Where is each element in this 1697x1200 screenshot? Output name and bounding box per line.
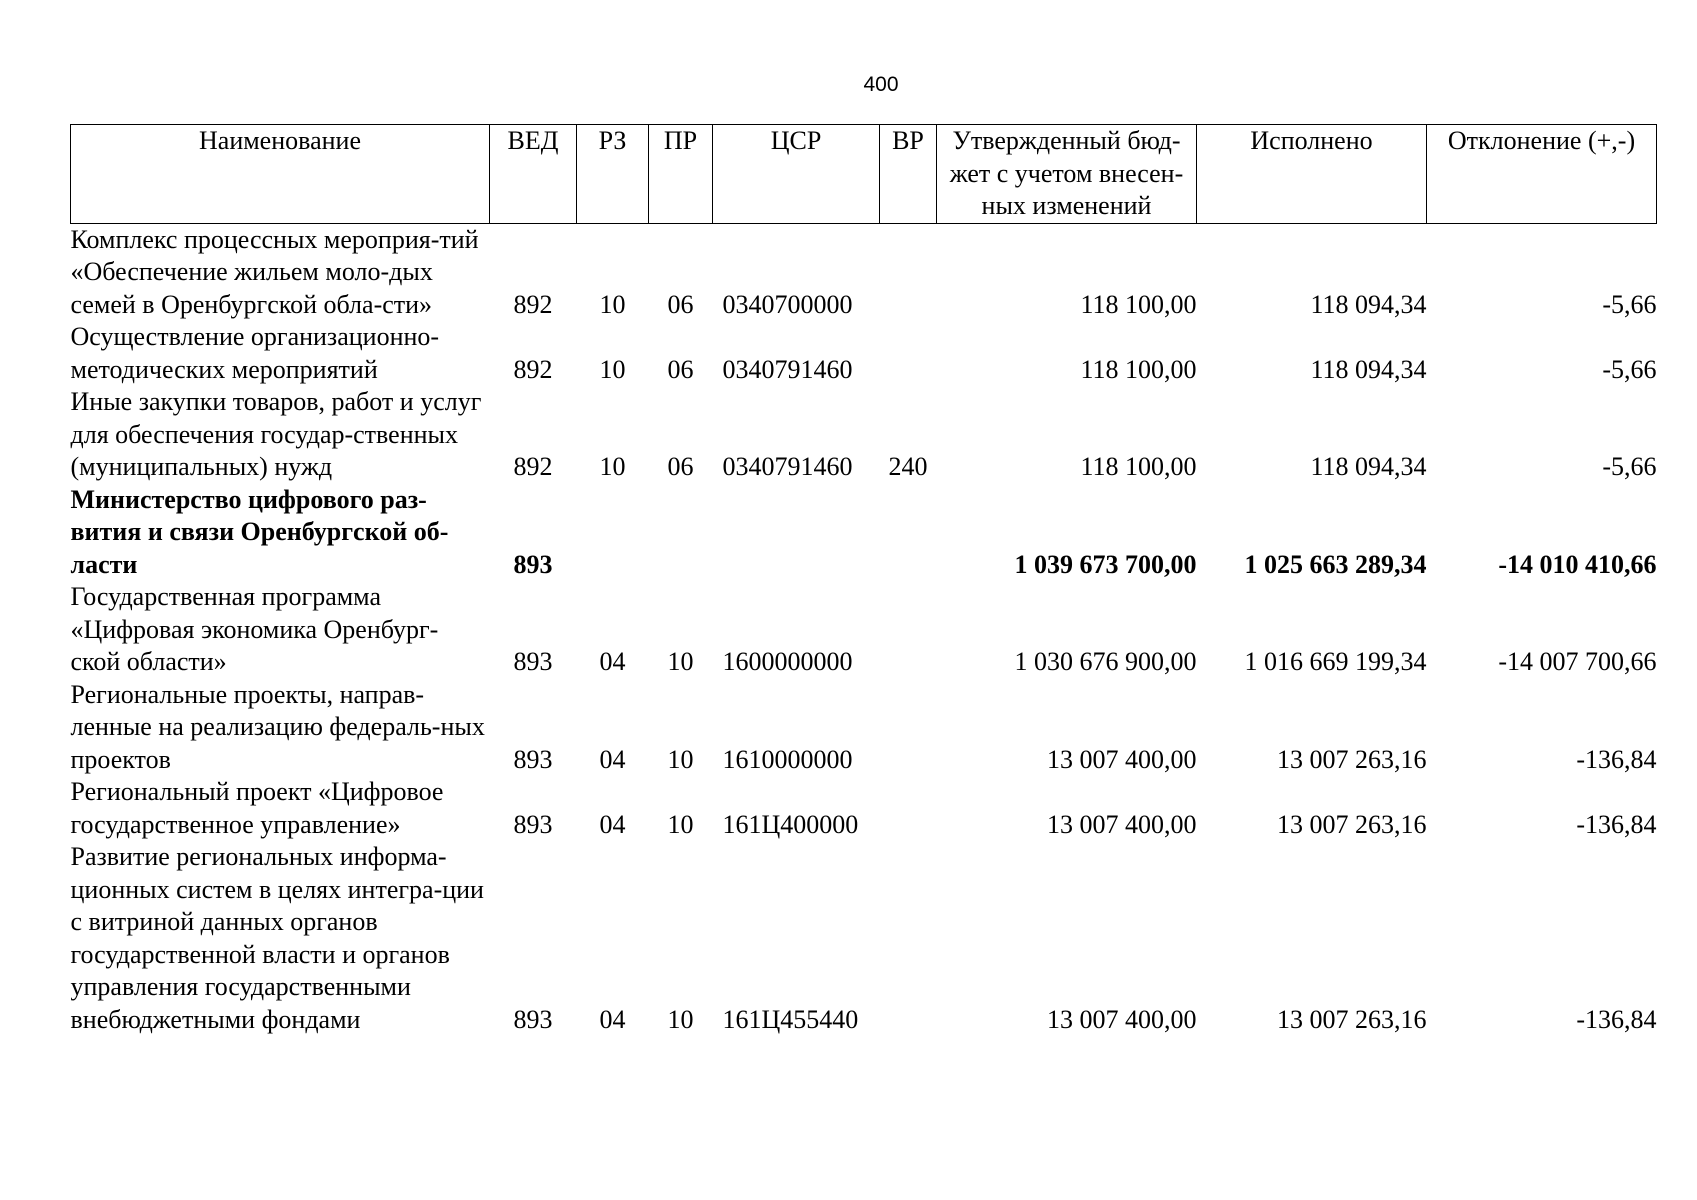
row-vr — [880, 679, 937, 777]
row-approved: 1 030 676 900,00 — [1014, 647, 1197, 676]
row-csr: 1610000000 — [722, 744, 853, 774]
row-pr: 06 — [667, 289, 694, 319]
row-deviation: -136,84 — [1576, 809, 1657, 839]
row-ved: 892 — [513, 452, 553, 481]
table-body — [71, 223, 1657, 1036]
table-row — [71, 321, 1657, 386]
row-name: Государственная программа «Цифровая экономика Оренбург-ской области» — [70, 582, 439, 676]
row-pr: 10 — [667, 744, 694, 774]
table-row — [71, 776, 1657, 841]
row-rz: 10 — [599, 354, 626, 384]
row-ved: 893 — [513, 809, 553, 839]
row-pr: 10 — [667, 1004, 694, 1034]
row-name: Региональный проект «Цифровое государственное управление» — [70, 777, 444, 839]
row-executed: 13 007 263,16 — [1277, 744, 1427, 774]
row-deviation: -136,84 — [1576, 744, 1657, 774]
row-approved: 1 039 673 700,00 — [1014, 549, 1197, 579]
row-deviation: -5,66 — [1602, 452, 1657, 481]
row-approved: 13 007 400,00 — [1047, 744, 1197, 774]
row-csr: 161Ц400000 — [722, 809, 859, 839]
row-vr — [880, 321, 937, 386]
row-deviation: -136,84 — [1576, 1004, 1657, 1034]
row-csr: 0340791460 — [722, 354, 853, 384]
row-vr — [880, 841, 937, 1036]
row-vr: 240 — [888, 452, 928, 481]
table-row — [71, 581, 1657, 679]
header-rz: РЗ — [577, 125, 649, 224]
table-row — [71, 484, 1657, 582]
row-deviation: -5,66 — [1602, 354, 1657, 384]
row-rz — [577, 484, 649, 582]
row-vr — [880, 223, 937, 321]
table-row — [71, 679, 1657, 777]
row-rz: 04 — [599, 744, 626, 774]
row-pr: 06 — [667, 452, 694, 481]
row-csr: 0340700000 — [722, 289, 853, 319]
table-row — [71, 223, 1657, 321]
row-approved: 118 100,00 — [1080, 289, 1197, 319]
row-executed: 13 007 263,16 — [1277, 809, 1427, 839]
header-vr: ВР — [880, 125, 937, 224]
row-deviation: -14 007 700,66 — [1498, 647, 1657, 676]
budget-table — [70, 124, 1657, 1036]
row-vr — [880, 581, 937, 679]
row-name: Осуществление организационно-методических мероприятий — [70, 322, 440, 384]
row-rz: 04 — [599, 647, 626, 676]
row-rz: 10 — [599, 289, 626, 319]
row-executed: 13 007 263,16 — [1277, 1004, 1427, 1034]
table-header — [71, 125, 1657, 224]
row-vr — [880, 484, 937, 582]
row-name: Комплекс процессных мероприя-тий «Обеспечение жильем моло-дых семей в Оренбургской обла-сти» — [70, 224, 479, 319]
header-name: Наименование — [71, 125, 490, 224]
row-approved: 118 100,00 — [1080, 452, 1197, 481]
row-pr: 10 — [667, 647, 694, 676]
row-ved: 893 — [513, 549, 553, 579]
header-pr: ПР — [649, 125, 713, 224]
row-executed: 1 025 663 289,34 — [1244, 549, 1427, 579]
row-approved: 13 007 400,00 — [1047, 809, 1197, 839]
row-executed: 118 094,34 — [1310, 289, 1427, 319]
row-executed: 1 016 669 199,34 — [1244, 647, 1427, 676]
table-row — [71, 841, 1657, 1036]
row-name: Региональные проекты, направ-ленные на реализацию федераль-ных проектов — [70, 679, 485, 774]
row-ved: 893 — [513, 1004, 553, 1034]
row-pr — [649, 484, 713, 582]
row-ved: 892 — [513, 289, 553, 319]
row-vr — [880, 776, 937, 841]
row-csr: 1600000000 — [722, 647, 853, 676]
row-deviation: -5,66 — [1602, 289, 1657, 319]
row-ved: 893 — [513, 647, 553, 676]
row-rz: 04 — [599, 809, 626, 839]
row-name: Министерство цифрового раз-вития и связи Оренбургской об-ласти — [70, 484, 449, 579]
row-pr: 06 — [667, 354, 694, 384]
row-csr — [713, 484, 880, 582]
header-approved: Утвержденный бюд-жет с учетом внесен-ных изменений — [937, 125, 1197, 224]
row-name: Развитие региональных информа-ционных систем в целях интегра-ции с витриной данных органов государственной власти и органов управления государственными внебюджетными фондами — [70, 842, 484, 1034]
row-approved: 13 007 400,00 — [1047, 1004, 1197, 1034]
row-rz: 04 — [599, 1004, 626, 1034]
row-name: Иные закупки товаров, работ и услуг для обеспечения государ-ственных (муниципальных) нужд — [70, 387, 482, 481]
row-executed: 118 094,34 — [1310, 354, 1427, 384]
row-ved: 893 — [513, 744, 553, 774]
header-csr: ЦСР — [713, 125, 880, 224]
header-ved: ВЕД — [490, 125, 577, 224]
row-approved: 118 100,00 — [1080, 354, 1197, 384]
row-deviation: -14 010 410,66 — [1498, 549, 1657, 579]
table-row — [71, 386, 1657, 484]
row-csr: 0340791460 — [722, 452, 853, 481]
row-rz: 10 — [599, 452, 626, 481]
header-executed: Исполнено — [1197, 125, 1427, 224]
row-executed: 118 094,34 — [1310, 452, 1427, 481]
row-ved: 892 — [513, 354, 553, 384]
page-number: 400 — [863, 73, 899, 96]
row-pr: 10 — [667, 809, 694, 839]
row-csr: 161Ц455440 — [722, 1004, 859, 1034]
header-deviation: Отклонение (+,-) — [1427, 125, 1657, 224]
